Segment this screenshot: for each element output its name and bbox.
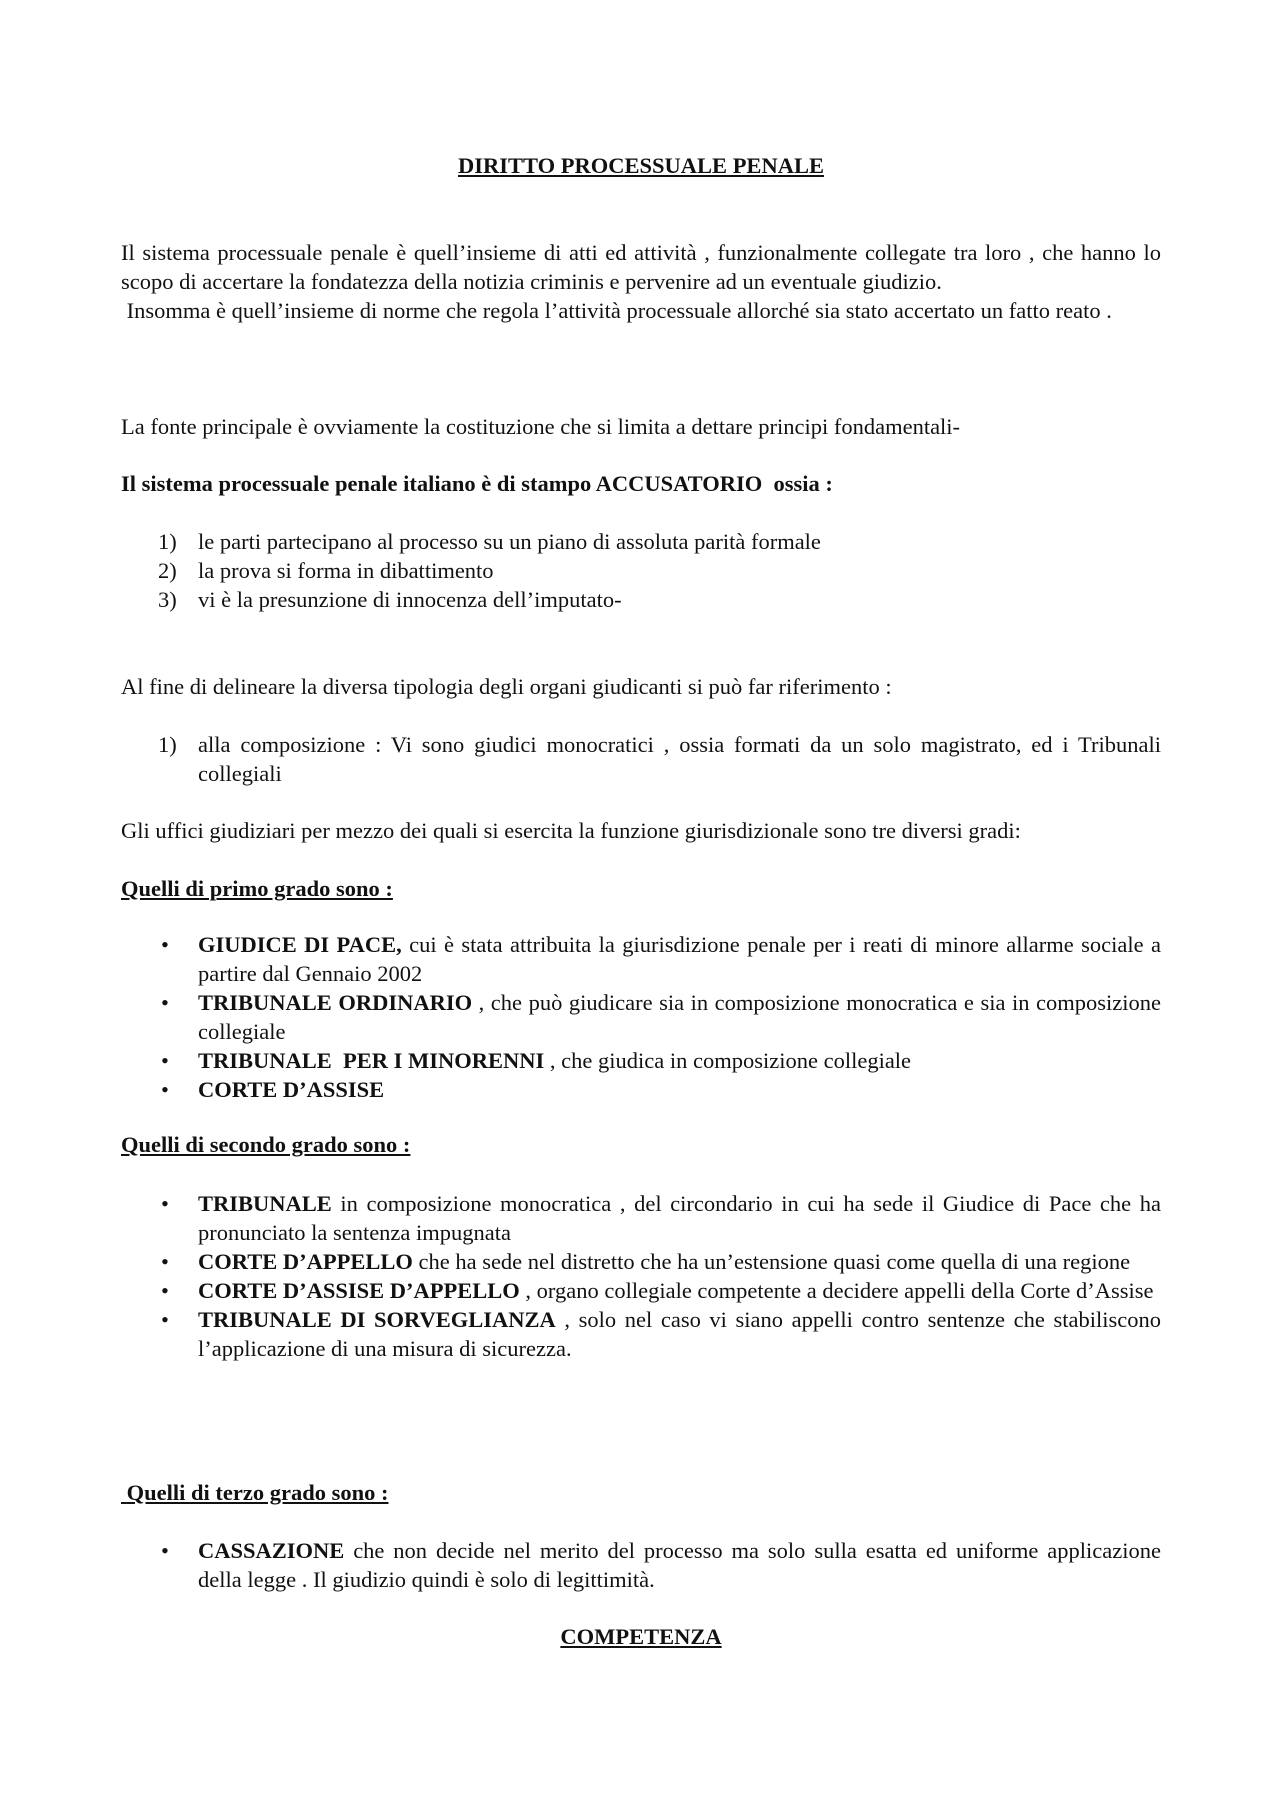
bullet-icon: •: [161, 990, 169, 1015]
list-number: 3): [158, 587, 177, 612]
court-description: che non decide nel merito del processo ma solo sulla esatta ed uniforme applicazione della legge . Il giudizio quindi è solo di legittimità.: [198, 1538, 1161, 1592]
court-name: CORTE D’ASSISE D’APPELLO: [198, 1278, 520, 1303]
intro-paragraph-2: Insomma è quell’insieme di norme che regola l’attività processuale allorché sia stato accertato un fatto reato .: [121, 298, 1112, 323]
accusatorio-list-wrap: [121, 527, 1161, 614]
intro-paragraph-3: La fonte principale è ovviamente la costituzione che si limita a dettare principi fondamentali-: [121, 414, 961, 439]
secondo-grado-heading: Quelli di secondo grado sono :: [121, 1132, 411, 1157]
primo-heading-wrap: [121, 874, 1161, 903]
court-description: , che può giudicare sia in composizione monocratica e sia in composizione collegiale: [198, 990, 1161, 1044]
document-title: DIRITTO PROCESSUALE PENALE: [458, 153, 824, 178]
bullet-icon: •: [161, 1278, 169, 1303]
competenza-wrap: [121, 1622, 1161, 1651]
terzo-grado-list: [121, 1536, 1161, 1594]
list-item: [121, 1046, 1161, 1075]
court-name: TRIBUNALE ORDINARIO: [198, 990, 473, 1015]
court-description: , che giudica in composizione collegiale: [544, 1048, 912, 1073]
list-item-text: vi è la presunzione di innocenza dell’imputato-: [198, 587, 622, 612]
uffici-block: [121, 816, 1161, 845]
intro-paragraph-1: Il sistema processuale penale è quell’insieme di atti ed attività , funzionalmente collegate tra loro , che hanno lo scopo di accertare la fondatezza della notizia criminis e pervenire ad un eventuale giudizio.: [121, 240, 1161, 294]
court-description: cui è stata attribuita la giurisdizione penale per i reati di minore allarme sociale a partire dal Gennaio 2002: [198, 932, 1161, 986]
court-name: GIUDICE DI PACE,: [198, 932, 402, 957]
primo-list-wrap: [121, 930, 1161, 1104]
bullet-icon: •: [161, 1191, 169, 1216]
uffici-paragraph: Gli uffici giudiziari per mezzo dei quali si esercita la funzione giurisdizionale sono tre diversi gradi:: [121, 818, 1021, 843]
terzo-heading-wrap: [121, 1478, 1161, 1507]
competenza-heading: COMPETENZA: [560, 1624, 722, 1649]
list-number: 2): [158, 558, 177, 583]
court-description: , solo nel caso vi siano appelli contro sentenze che stabiliscono l’applicazione di una misura di sicurezza.: [198, 1307, 1161, 1361]
list-item-text: alla composizione : Vi sono giudici monocratici , ossia formati da un solo magistrato, ed i Tribunali collegiali: [198, 732, 1161, 786]
bullet-icon: •: [161, 1307, 169, 1332]
list-item: [121, 527, 1161, 556]
court-name: TRIBUNALE DI SORVEGLIANZA: [198, 1307, 556, 1332]
list-number: 1): [158, 732, 177, 757]
organi-intro: Al fine di delineare la diversa tipologia degli organi giudicanti si può far riferimento :: [121, 674, 892, 699]
bullet-icon: •: [161, 1048, 169, 1073]
bullet-icon: •: [161, 1249, 169, 1274]
court-description: in composizione monocratica , del circondario in cui ha sede il Giudice di Pace che ha pronunciato la sentenza impugnata: [198, 1191, 1161, 1245]
list-item: [121, 1247, 1161, 1276]
court-description: che ha sede nel distretto che ha un’estensione quasi come quella di una regione: [412, 1249, 1131, 1274]
list-item: [121, 1536, 1161, 1594]
court-name: CORTE D’ASSISE: [198, 1077, 385, 1102]
bullet-icon: •: [161, 932, 169, 957]
fonte-block: [121, 412, 1161, 441]
bullet-icon: •: [161, 1077, 169, 1102]
court-name: TRIBUNALE: [198, 1191, 332, 1216]
terzo-grado-heading: Quelli di terzo grado sono :: [121, 1480, 389, 1505]
secondo-heading-wrap: [121, 1130, 1161, 1159]
primo-grado-list: [121, 930, 1161, 1104]
list-item: [121, 930, 1161, 988]
secondo-grado-list: [121, 1189, 1161, 1363]
intro-block: [121, 238, 1161, 325]
list-item: [121, 585, 1161, 614]
list-item-text: la prova si forma in dibattimento: [198, 558, 494, 583]
list-item: [121, 1075, 1161, 1104]
accusatorio-list: [121, 527, 1161, 614]
court-name: TRIBUNALE PER I MINORENNI: [198, 1048, 545, 1073]
accusatorio-heading: Il sistema processuale penale italiano è di stampo ACCUSATORIO ossia :: [121, 471, 833, 496]
terzo-list-wrap: [121, 1536, 1161, 1594]
court-name: CASSAZIONE: [198, 1538, 345, 1563]
document-title-wrap: [121, 151, 1161, 180]
list-item-text: le parti partecipano al processo su un piano di assoluta parità formale: [198, 529, 821, 554]
secondo-list-wrap: [121, 1189, 1161, 1363]
court-description: , organo collegiale competente a decidere appelli della Corte d’Assise: [519, 1278, 1154, 1303]
list-item: [121, 730, 1161, 788]
list-number: 1): [158, 529, 177, 554]
bullet-icon: •: [161, 1538, 169, 1563]
accusatorio-block: [121, 469, 1161, 498]
organi-list: [121, 730, 1161, 788]
list-item: [121, 1189, 1161, 1247]
list-item: [121, 988, 1161, 1046]
list-item: [121, 1276, 1161, 1305]
list-item: [121, 1305, 1161, 1363]
organi-list-wrap: [121, 730, 1161, 788]
organi-block: [121, 672, 1161, 701]
court-name: CORTE D’APPELLO: [198, 1249, 413, 1274]
list-item: [121, 556, 1161, 585]
primo-grado-heading: Quelli di primo grado sono :: [121, 876, 393, 901]
